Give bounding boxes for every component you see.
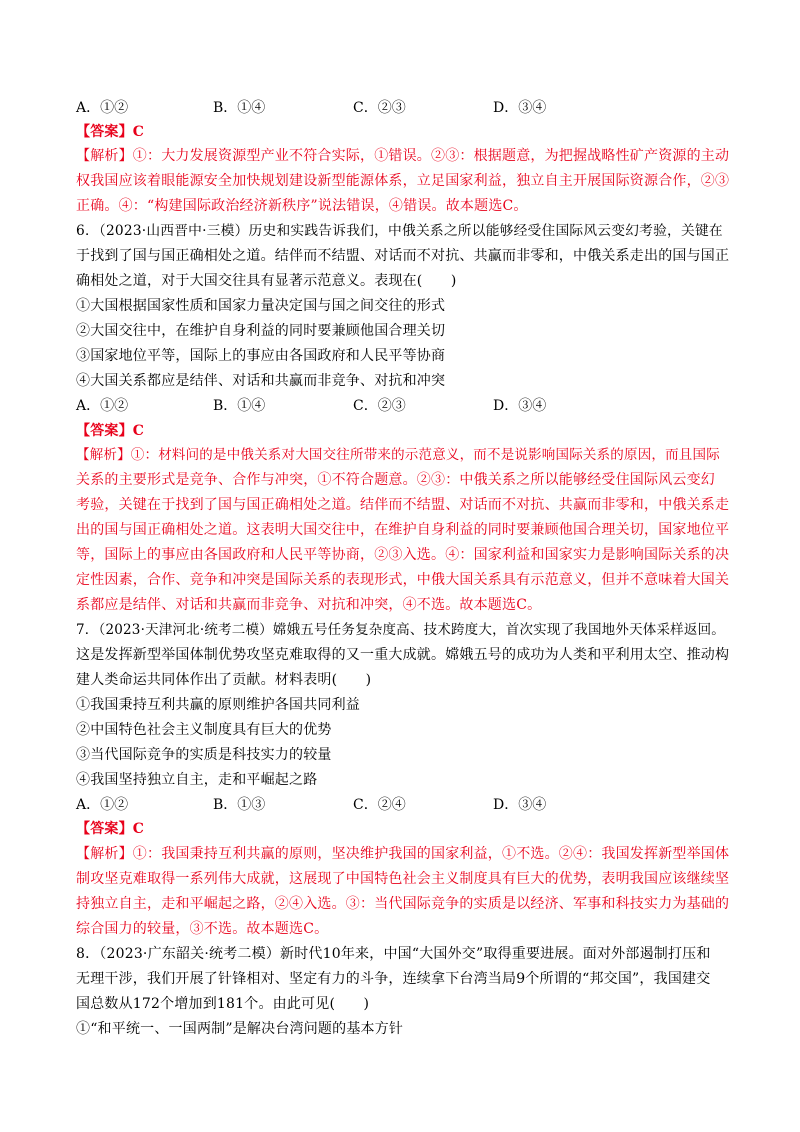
q8-stem-line: 8．（2023·广东韶关·统考二模）新时代10年来，中国“大国外交”取得重要进展。面对外部遏制打压和 [76,946,711,962]
q6-option-d: D．③④ [493,398,547,414]
q6-item: ④大国关系都应是结伴、对话和共赢而非竞争、对抗和冲突 [76,373,446,389]
q8-item: ①“和平统一、一国两制”是解决台湾问题的基本方针 [76,1021,404,1037]
q6-analysis-line: 【解析】①：材料问的是中俄关系对大国交往所带来的示范意义，而不是说影响国际关系的原因，而且国际 [76,447,720,463]
q5-answer: 【答案】C [76,124,145,140]
q5-option-b: B．①④ [213,100,266,116]
q5-analysis-line: 正确。④：“构建国际政治经济新秩序”说法错误，④错误。故本题选C。 [76,198,528,214]
q7-option-d: D．③④ [493,797,547,813]
q8-stem-line: 无理干涉，我们开展了针锋相对、坚定有力的斗争，连续拿下台湾当局9个所谓的“邦交国”，我国建交 [76,971,711,987]
q5-option-a: A．①② [76,100,129,116]
q7-item: ①我国秉持互利共赢的原则维护各国共同利益 [76,697,360,713]
q7-option-c: C．②④ [353,797,406,813]
q6-option-a: A．①② [76,398,129,414]
q8-stem-line: 国总数从172个增加到181个。由此可见( ) [76,996,370,1012]
q6-answer: 【答案】C [76,423,145,439]
q5-analysis-line: 权我国应该着眼能源安全加快规划建设新型能源体系，立足国家利益，独立自主开展国际资源合作，②③ [76,173,730,189]
q6-item: ③国家地位平等，国际上的事应由各国政府和人民平等协商 [76,348,446,364]
q6-item: ②大国交往中，在维护自身利益的同时要兼顾他国合理关切 [76,323,446,339]
q6-option-c: C．②③ [353,398,406,414]
q7-item: ②中国特色社会主义制度具有巨大的优势 [76,722,332,738]
q6-analysis-line: 关系的主要形式是竞争、合作与冲突，①不符合题意。②③：中俄关系之所以能够经受住国际风云变幻 [76,472,715,488]
q5-option-c: C．②③ [353,100,406,116]
q6-analysis-line: 考验，关键在于找到了国与国正确相处之道。结伴而不结盟、对话而不对抗、共赢而非零和，中俄关系走 [76,497,730,513]
q6-item: ①大国根据国家性质和国家力量决定国与国之间交往的形式 [76,298,446,314]
q7-analysis-line: 综合国力的较量，③不选。故本题选C。 [76,921,329,937]
q6-stem-line: 6．（2023·山西晋中·三模）历史和实践告诉我们，中俄关系之所以能够经受住国际风云变幻考验，关键在 [76,223,723,239]
q7-analysis-line: 持独立自主，走和平崛起之路，②④入选。③：当代国际竞争的实质是以经济、军事和科技实力为基础的 [76,896,730,912]
q7-item: ④我国坚持独立自主，走和平崛起之路 [76,772,318,788]
q7-option-b: B．①③ [213,797,266,813]
q7-option-a: A．①② [76,797,129,813]
q6-analysis-line: 定性因素，合作、竞争和冲突是国际关系的表现形式，中俄大国关系具有示范意义，但并不意味着大国关 [76,572,730,588]
q6-analysis-line: 等，国际上的事应由各国政府和人民平等协商，②③入选。④：国家利益和国家实力是影响国际关系的决 [76,547,730,563]
q7-stem-line: 建人类命运共同体作出了贡献。材料表明( ) [76,672,372,688]
q6-stem-line: 于找到了国与国正确相处之道。结伴而不结盟、对话而不对抗、共赢而非零和，中俄关系走出的国与国正 [76,248,730,264]
q7-analysis-line: 【解析】①：我国秉持互利共赢的原则，坚决维护我国的国家利益，①不选。②④：我国发挥新型举国体 [76,846,730,862]
q6-analysis-line: 系都应是结伴、对话和共赢而非竞争、对抗和冲突，④不选。故本题选C。 [76,597,542,613]
q7-stem-line: 7．（2023·天津河北·统考二模）嫦娥五号任务复杂度高、技术跨度大，首次实现了我国地外天体采样返回。 [76,622,725,638]
q7-item: ③当代国际竞争的实质是科技实力的较量 [76,747,332,763]
q5-analysis-line: 【解析】①：大力发展资源型产业不符合实际，①错误。②③：根据题意，为把握战略性矿产资源的主动 [76,148,730,164]
q7-stem-line: 这是发挥新型举国体制优势攻坚克难取得的又一重大成就。嫦娥五号的成功为人类和平利用太空、推动构 [76,647,730,663]
q6-analysis-line: 出的国与国正确相处之道。这表明大国交往中，在维护自身利益的同时要兼顾他国合理关切，国家地位平 [76,522,730,538]
q6-option-b: B．①④ [213,398,266,414]
q7-analysis-line: 制攻坚克难取得一系列伟大成就，这展现了中国特色社会主义制度具有巨大的优势，表明我国应该继续坚 [76,871,730,887]
q6-stem-line: 确相处之道，对于大国交往具有显著示范意义。表现在( ) [76,273,457,289]
q7-answer: 【答案】C [76,821,145,837]
q5-option-d: D．③④ [493,100,547,116]
